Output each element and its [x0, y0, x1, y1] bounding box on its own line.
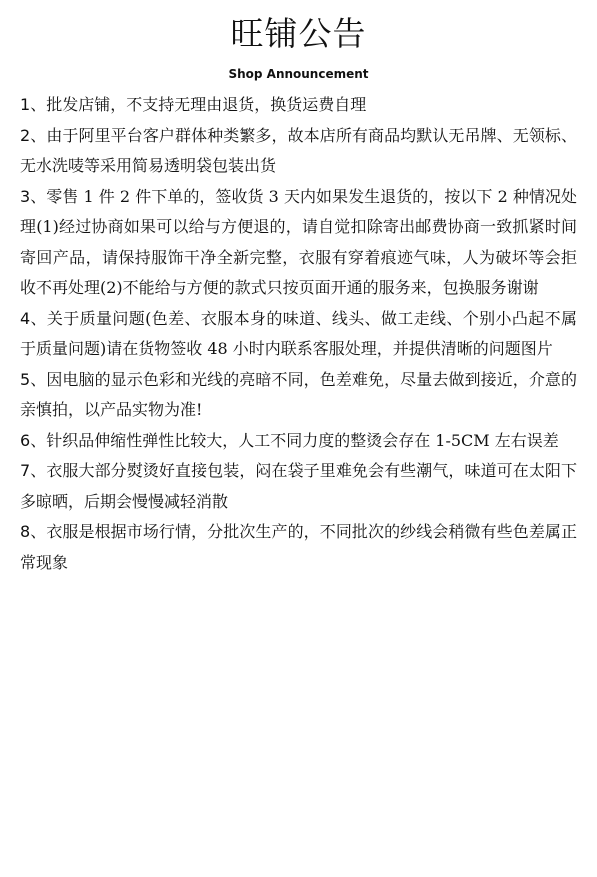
- notice-number: 7: [20, 461, 31, 480]
- page-title: 旺铺公告: [230, 14, 367, 53]
- page-subtitle: Shop Announcement: [228, 67, 369, 81]
- notice-text: 、衣服是根据市场行情，分批次生产的，不同批次的纱线会稍微有些色差属正常现象: [20, 522, 577, 572]
- notice-number: 3: [20, 186, 31, 206]
- notice-number: 8: [20, 522, 31, 541]
- notice-text: 、批发店铺，不支持无理由退货，换货运费自理: [30, 95, 367, 114]
- notice-item-1: [20, 90, 577, 121]
- notice-text: 、关于质量问题(色差、衣服本身的味道、线头、做工走线、个别小凸起不属于质量问题)请在货物签收 48 小时内联系客服处理，并提供清晰的问题图片: [20, 308, 577, 358]
- notice-text: 、由于阿里平台客户群体种类繁多，故本店所有商品均默认无吊牌、无领标、无水洗唛等采用简易透明袋包装出货: [20, 125, 577, 175]
- notice-item-2: [20, 121, 577, 182]
- notice-number: 4: [20, 308, 31, 328]
- notice-text: 、衣服大部分熨烫好直接包装，闷在袋子里难免会有些潮气，味道可在太阳下多晾晒，后期会慢慢减轻消散: [20, 461, 577, 511]
- notice-number: 6: [20, 430, 31, 450]
- notice-item-3: [20, 182, 577, 304]
- notice-number: 1: [20, 95, 31, 114]
- notice-item-4: [20, 304, 577, 365]
- notice-number: 2: [20, 125, 31, 145]
- notice-item-6: [20, 426, 577, 457]
- notice-item-5: [20, 365, 577, 426]
- notice-text: 、零售 1 件 2 件下单的，签收货 3 天内如果发生退货的，按以下 2 种情况处理(1)经过协商如果可以给与方便退的，请自觉扣除寄出邮费协商一致抓紧时间寄回产品，请保持服饰干净全新完整，衣服有穿着痕迹气味，人为破坏等会拒收不再处理(2)不能给与方便的款式只按页面开通的服务来，包换服务谢谢: [20, 186, 577, 297]
- notice-number: 5: [20, 369, 31, 389]
- notice-item-8: [20, 517, 577, 578]
- notice-text: 、针织品伸缩性弹性比较大，人工不同力度的整烫会存在 1-5CM 左右误差: [30, 430, 559, 450]
- notice-text: 、因电脑的显示色彩和光线的亮暗不同，色差难免，尽量去做到接近，介意的亲慎拍，以产品实物为准!: [20, 369, 577, 419]
- notice-list: [20, 90, 577, 578]
- notice-item-7: [20, 456, 577, 517]
